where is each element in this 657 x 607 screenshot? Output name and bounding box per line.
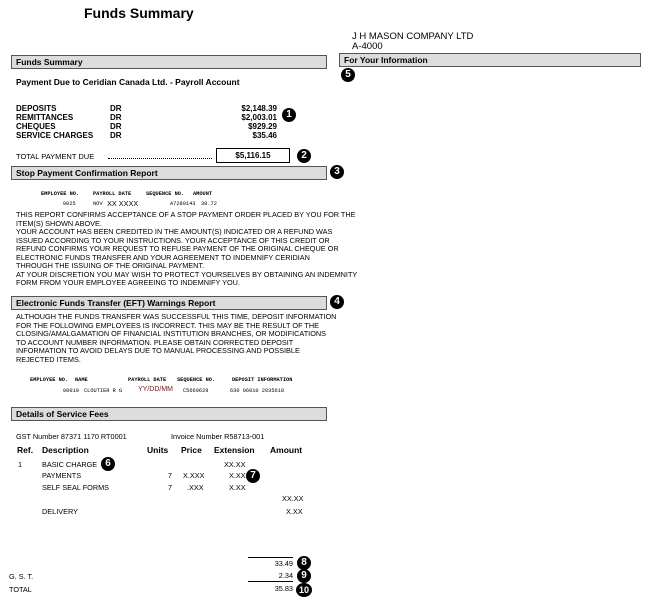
callout-6-icon: 6 <box>101 457 115 471</box>
eft-col-employee: EMPLOYEE NO. <box>30 377 69 383</box>
sum-rule <box>248 557 293 558</box>
fee-item-description: BASIC CHARGE <box>42 460 98 469</box>
callout-2-icon: 2 <box>297 149 311 163</box>
fee-item-extension: XX.XX <box>224 460 246 469</box>
eft-text-line: FOR THE FOLLOWING EMPLOYEES IS INCORRECT. THIS MAY BE THE RESULT OF THE <box>16 320 320 330</box>
eft-header: Electronic Funds Transfer (EFT) Warnings Report <box>11 296 327 310</box>
eft-text-line: TO ACCOUNT NUMBER INFORMATION. PLEASE OBTAIN CORRECTED DEPOSIT <box>16 337 294 347</box>
fee-item-price: .XXX <box>187 483 204 492</box>
callout-4-icon: 4 <box>330 295 344 309</box>
fee-item-extension: X.XX <box>229 471 246 480</box>
fee-item-description: SELF SEAL FORMS <box>42 483 110 492</box>
eft-row-sequence: C5669629 <box>183 388 209 394</box>
stop-row-sequence: A7280143 <box>170 201 196 207</box>
cheques-type: DR <box>110 122 122 131</box>
stop-col-employee: EMPLOYEE NO. <box>41 191 80 197</box>
eft-row-deposit: 630 06010 2035618 <box>230 388 285 394</box>
deposits-amount: $2,148.39 <box>241 104 277 113</box>
fee-ref: 1 <box>18 460 23 469</box>
eft-text-line: REJECTED ITEMS. <box>16 354 81 364</box>
eft-text <box>16 313 336 364</box>
service-fees-header: Details of Service Fees <box>11 407 327 421</box>
col-units: Units <box>147 445 169 455</box>
sum-amount: 33.49 <box>274 559 293 568</box>
gst-label: G. S. T. <box>9 572 34 581</box>
total-amount: 35.83 <box>274 584 293 593</box>
stop-text-line: REFUND CONFIRMS YOUR REQUEST TO REFUSE PAYMENT OF THE ORIGINAL CHEQUE OR <box>16 244 339 253</box>
stop-text-line: YOUR ACCOUNT HAS BEEN CREDITED IN THE AMOUNT(S) INDICATED OR A REFUND WAS <box>16 227 333 236</box>
stop-col-payroll: PAYROLL DATE <box>93 191 132 197</box>
fyi-header: For Your Information <box>339 53 641 67</box>
cheques-label: CHEQUES <box>16 122 56 131</box>
eft-text-line: CLOSING/AMALGAMATION OF FINANCIAL INSTITUTION BRANCHES, OR MODIFICATIONS <box>16 329 327 338</box>
remittances-type: DR <box>110 113 122 122</box>
total-rule <box>248 581 293 582</box>
eft-col-payroll: PAYROLL DATE <box>128 377 167 383</box>
fee-item-description: PAYMENTS <box>42 471 82 480</box>
eft-row-date: YY/DD/MM <box>138 386 173 393</box>
stop-text-line: THROUGH THE ISSUING OF THE ORIGINAL PAYMENT. <box>16 261 205 270</box>
gst-amount: 2.34 <box>278 571 293 580</box>
remittances-label: REMITTANCES <box>16 113 74 122</box>
stop-payment-text <box>16 211 357 288</box>
stop-text-line: ISSUED ACCORDING TO YOUR INSTRUCTIONS. YOUR ACCEPTANCE OF THIS CREDIT OR <box>16 235 330 245</box>
callout-7-icon: 7 <box>246 469 260 483</box>
fee-item-units: 7 <box>168 471 173 480</box>
col-ref: Ref. <box>17 445 34 455</box>
eft-text-line: INFORMATION TO AVOID DELAYS DUE TO MANUAL PROCESSING AND POSSIBLE <box>16 346 300 355</box>
company-code: A-4000 <box>352 41 383 52</box>
funds-summary-header: Funds Summary <box>11 55 327 69</box>
callout-8-icon: 8 <box>297 556 311 570</box>
stop-text-line: ELECTRONIC FUNDS TRANSFER AND YOUR AGREEMENT TO INDEMNIFY CERIDIAN <box>16 252 310 262</box>
fee-subtotal-amount: XX.XX <box>282 494 304 503</box>
eft-col-sequence: SEQUENCE NO. <box>177 377 216 383</box>
eft-row-name: CLOUTIER R G <box>84 388 123 394</box>
stop-col-sequence: SEQUENCE NO. <box>146 191 185 197</box>
service-charges-type: DR <box>110 131 122 140</box>
delivery-amount: X.XX <box>286 507 303 516</box>
gst-number: GST Number 87371 1170 RT0001 <box>16 432 127 441</box>
fee-item-extension: X.XX <box>229 483 246 492</box>
eft-col-deposit: DEPOSIT INFORMATION <box>232 377 293 383</box>
stop-text-line: ITEM(S) SHOWN ABOVE. <box>16 218 102 228</box>
remittances-amount: $2,003.01 <box>241 113 277 122</box>
stop-col-amount: AMOUNT <box>193 191 213 197</box>
service-charges-amount: $35.46 <box>252 131 277 140</box>
payment-due-to: Payment Due to Ceridian Canada Ltd. - Payroll Account <box>16 77 240 87</box>
stop-row-amount: 39.72 <box>201 201 217 207</box>
callout-5-icon: 5 <box>341 68 355 82</box>
eft-text-line: ALTHOUGH THE FUNDS TRANSFER WAS SUCCESSFUL THIS TIME, DEPOSIT INFORMATION <box>16 312 337 321</box>
deposits-type: DR <box>110 104 122 113</box>
total-payment-box: $5,116.15 <box>216 148 290 163</box>
cheques-amount: $929.29 <box>248 122 277 131</box>
fee-item-units: 7 <box>168 483 173 492</box>
stop-text-line: AT YOUR DISCRETION YOU MAY WISH TO PROTECT YOURSELVES BY OBTAINING AN INDEMNITY <box>16 269 358 279</box>
total-payment-dots <box>108 158 212 159</box>
stop-row-employee: 0025 <box>63 201 76 207</box>
col-price: Price <box>181 445 202 455</box>
total-payment-label: TOTAL PAYMENT DUE <box>16 152 95 161</box>
deposits-label: DEPOSITS <box>16 104 57 113</box>
stop-row-month: NOV <box>93 201 103 207</box>
eft-row-employee: 00019 <box>63 388 79 394</box>
company-name: J H MASON COMPANY LTD <box>352 31 474 42</box>
page-title: Funds Summary <box>84 5 194 21</box>
callout-1-icon: 1 <box>282 108 296 122</box>
callout-9-icon: 9 <box>297 569 311 583</box>
stop-text-line: THIS REPORT CONFIRMS ACCEPTANCE OF A STOP PAYMENT ORDER PLACED BY YOU FOR THE <box>16 210 356 219</box>
eft-col-name: NAME <box>75 377 88 383</box>
col-description: Description <box>42 445 89 455</box>
total-label: TOTAL <box>9 585 32 594</box>
stop-payment-header: Stop Payment Confirmation Report <box>11 166 327 180</box>
stop-text-line: FORM FROM YOUR EMPLOYEE AGREEING TO INDEMNIFY YOU. <box>16 278 240 287</box>
fee-item-price: X.XXX <box>183 471 205 480</box>
col-extension: Extension <box>214 445 255 455</box>
service-charges-label: SERVICE CHARGES <box>16 131 94 140</box>
invoice-number: Invoice Number R58713-001 <box>171 432 265 441</box>
delivery-label: DELIVERY <box>42 507 78 516</box>
stop-row-date: XX XXXX <box>107 199 139 208</box>
callout-10-icon: 10 <box>296 583 312 597</box>
callout-3-icon: 3 <box>330 165 344 179</box>
col-amount: Amount <box>270 445 303 455</box>
